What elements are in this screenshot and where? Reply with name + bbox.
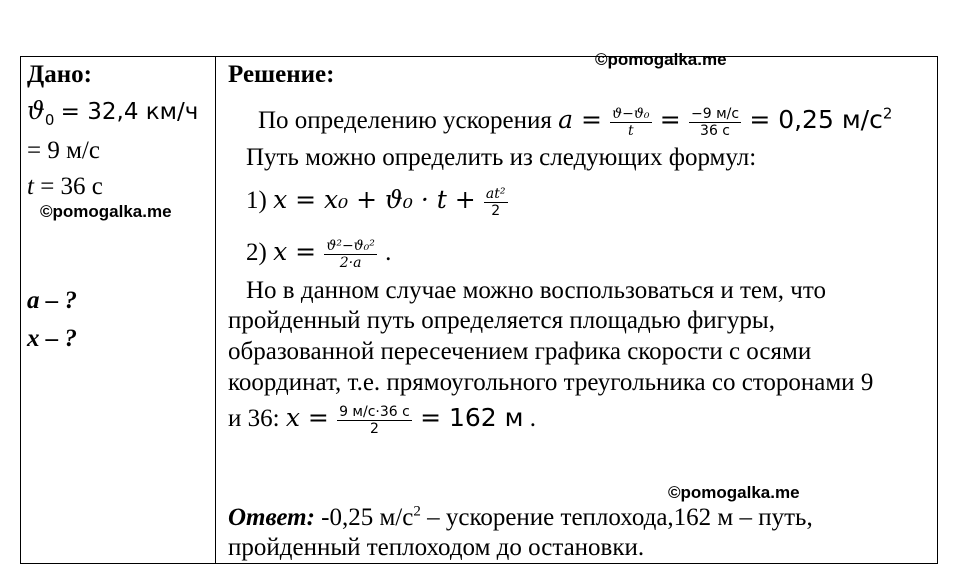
formula-1 (246, 180, 510, 221)
para-line-3: образованной пересечением графика скорости с осями (228, 338, 812, 365)
f2-expr: x = (273, 237, 317, 266)
answer-line-2: пройденный теплоходом до остановки. (228, 534, 645, 561)
accel-value-den: 36 с (700, 122, 730, 139)
accel-value-fraction (689, 106, 741, 139)
formula-2 (246, 232, 391, 273)
para5-end: . (529, 405, 536, 432)
watermark-bottom: ©pomogalka.me (668, 483, 800, 502)
answer-value: -0,25 м/с (321, 504, 414, 531)
para-line-1: Но в данном случае можно воспользоваться и тем, что (246, 277, 826, 304)
distance-result: = 162 м (420, 403, 524, 432)
given-t (27, 172, 103, 202)
accel-frac-den: t (628, 122, 634, 139)
column-divider (215, 56, 216, 564)
watermark-left: ©pomogalka.me (40, 202, 172, 221)
f1-frac-num: at² (485, 185, 506, 202)
given-v0-si: = 9 м/с (27, 137, 100, 164)
line1-result: = 0,25 м/с (749, 105, 883, 134)
accel-fraction (610, 106, 651, 139)
f2-fraction (324, 238, 377, 271)
t-symbol: t (27, 173, 34, 200)
answer-label: Ответ: (228, 504, 315, 531)
given-header: Дано: (27, 61, 92, 88)
accel-frac-num: ϑ−ϑ₀ (612, 105, 650, 122)
f1-expr: x = x₀ + ϑ₀ · t + (273, 185, 476, 214)
f2-end: . (385, 239, 392, 266)
f1-label: 1) (246, 187, 267, 214)
solution-line2: Путь можно определить из следующих формул: (246, 144, 757, 171)
line1-result-sup: 2 (882, 104, 893, 123)
solution-line1 (258, 100, 892, 141)
distance-frac-den: 2 (369, 420, 379, 437)
para5-expr: x = (285, 403, 329, 432)
para5-text: и 36: (228, 405, 280, 432)
solution-header: Решение: (228, 61, 335, 88)
distance-fraction (337, 404, 412, 437)
answer-line-1 (228, 503, 813, 533)
t-value: = 36 с (40, 173, 103, 200)
f2-frac-den: 2·a (339, 254, 362, 271)
accel-value-num: −9 м/с (690, 105, 740, 122)
line1-text: По определению ускорения (258, 107, 552, 134)
para-line-4: координат, т.е. прямоугольного треугольника со сторонами 9 (228, 369, 874, 396)
watermark-top: ©pomogalka.me (595, 50, 727, 69)
distance-frac-num: 9 м/с·36 с (339, 403, 410, 420)
f2-label: 2) (246, 239, 267, 266)
line1-eq: = (659, 105, 681, 134)
find-x: x – ? (27, 325, 77, 352)
line1-a: a = (558, 105, 602, 134)
v0-subscript: 0 (44, 111, 55, 129)
v0-value: = 32,4 км/ч (60, 99, 199, 125)
v0-symbol: ϑ (27, 96, 45, 125)
find-a: a – ? (27, 287, 77, 314)
f2-frac-num: ϑ²−ϑ₀² (326, 237, 375, 254)
para-line-5 (228, 398, 536, 439)
f1-frac-den: 2 (491, 202, 501, 219)
para-line-2: пройденный путь определяется площадью фигуры, (228, 307, 775, 334)
given-v0 (27, 96, 198, 127)
answer-value-sup: 2 (413, 503, 421, 520)
f1-fraction (484, 186, 508, 219)
answer-rest: – ускорение теплохода,162 м – путь, (420, 504, 813, 531)
